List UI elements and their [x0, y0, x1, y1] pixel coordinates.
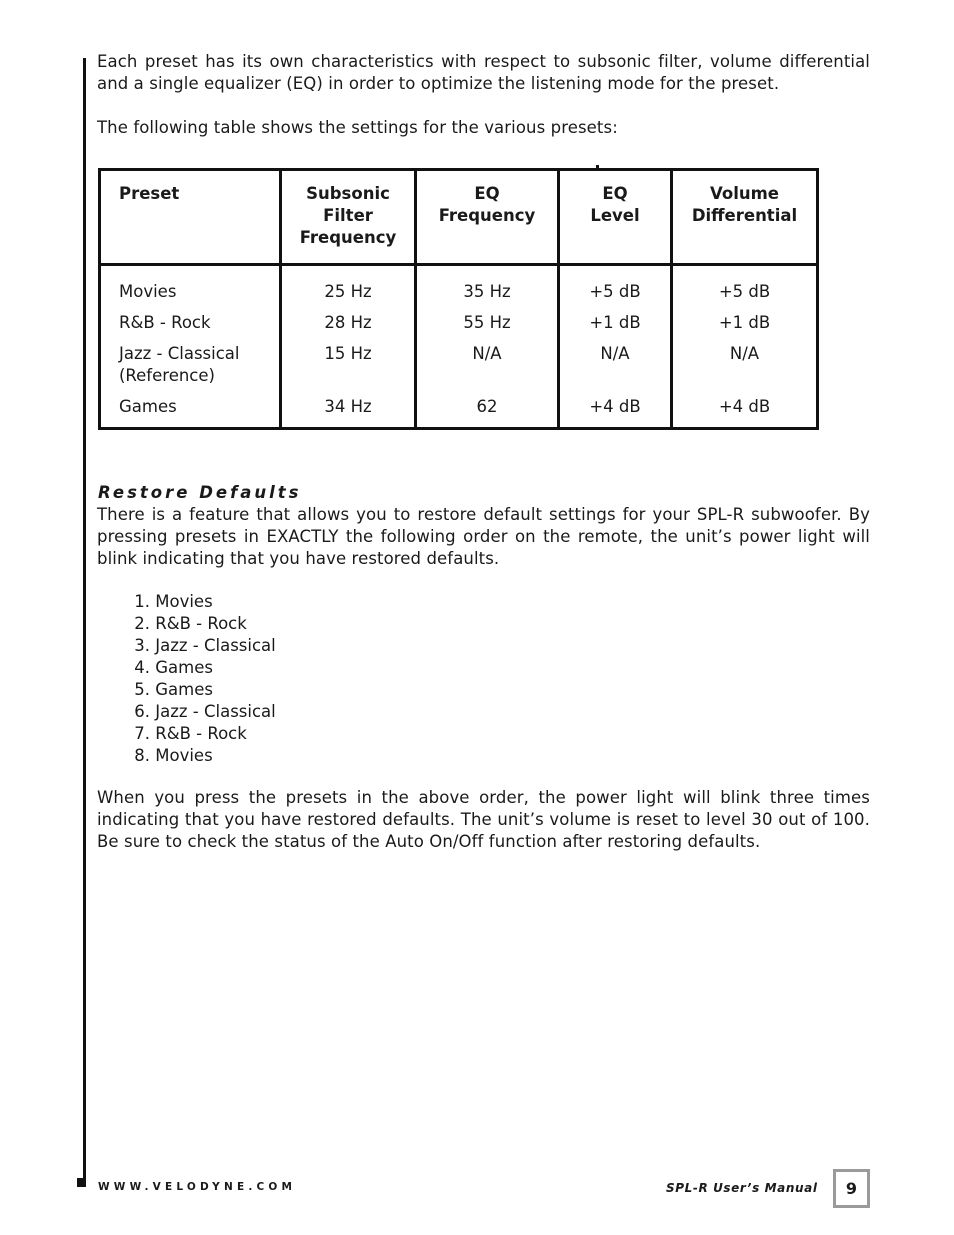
- list-item: [97, 635, 276, 657]
- header-volume-differential: [672, 170, 818, 265]
- page-number-box: [833, 1169, 870, 1208]
- step-number: 6.: [134, 702, 150, 721]
- list-item: [97, 723, 276, 745]
- cell-volume-differential: +5 dB: [672, 265, 818, 304]
- restore-steps-list: [97, 591, 276, 767]
- cell-preset: [100, 334, 281, 387]
- header-subsonic: [281, 170, 416, 265]
- header-eq-frequency: [416, 170, 559, 265]
- page-number: 9: [845, 1179, 858, 1198]
- step-label: R&B - Rock: [155, 724, 247, 743]
- step-label: R&B - Rock: [155, 614, 247, 633]
- cell-eq-frequency: N/A: [416, 334, 559, 387]
- header-preset-label: Preset: [119, 184, 180, 203]
- list-item: [97, 679, 276, 701]
- step-number: 2.: [134, 614, 150, 633]
- cell-volume-differential: N/A: [672, 334, 818, 387]
- table-header-row: [100, 170, 818, 265]
- cell-subsonic: 15 Hz: [281, 334, 416, 387]
- list-item: [97, 657, 276, 679]
- cell-subsonic: 25 Hz: [281, 265, 416, 304]
- step-number: 5.: [134, 680, 150, 699]
- cell-volume-differential: +4 dB: [672, 387, 818, 429]
- restore-defaults-heading: Restore Defaults: [98, 483, 302, 502]
- restore-closing-paragraph: When you press the presets in the above order, the power light will blink three times indicating that you have restored defaults. The unit’s volume is reset to level 30 out of 100. Be sure to check the status of the Auto On/Off function after restoring defaults.: [97, 788, 870, 851]
- header-eql-line2: Level: [590, 206, 640, 225]
- cell-subsonic: 34 Hz: [281, 387, 416, 429]
- cell-eq-frequency: 62: [416, 387, 559, 429]
- step-number: 3.: [134, 636, 150, 655]
- cell-volume-differential: +1 dB: [672, 303, 818, 334]
- step-label: Jazz - Classical: [155, 702, 276, 721]
- list-item: [97, 745, 276, 767]
- footer-manual-title: SPL-R User’s Manual: [666, 1181, 818, 1195]
- cell-eq-level: +5 dB: [559, 265, 672, 304]
- step-number: 7.: [134, 724, 150, 743]
- cell-eq-level: +1 dB: [559, 303, 672, 334]
- step-number: 4.: [134, 658, 150, 677]
- cell-eq-frequency: 35 Hz: [416, 265, 559, 304]
- list-item: [97, 591, 276, 613]
- cell-eq-frequency: 55 Hz: [416, 303, 559, 334]
- header-eqf-line1: EQ: [474, 184, 500, 203]
- step-number: 8.: [134, 746, 150, 765]
- preset-settings-table: [98, 168, 819, 430]
- step-label: Games: [155, 658, 213, 677]
- preset-name: Movies: [119, 282, 177, 301]
- step-label: Games: [155, 680, 213, 699]
- cell-preset: [100, 387, 281, 429]
- restore-defaults-paragraph: There is a feature that allows you to restore default settings for your SPL-R subwoofer. By pressing presets in EXACTLY the following order on the remote, the unit’s power light will blink indicating that you have restored defaults.: [97, 505, 870, 568]
- table-row: [100, 387, 818, 429]
- intro-paragraph: Each preset has its own characteristics with respect to subsonic filter, volume differential and a single equalizer (EQ) in order to optimize the listening mode for the preset.: [97, 52, 870, 93]
- cell-eq-level: +4 dB: [559, 387, 672, 429]
- preset-name-note: (Reference): [119, 366, 215, 385]
- step-label: Movies: [155, 746, 213, 765]
- list-item: [97, 701, 276, 723]
- footer-website: WWW.VELODYNE.COM: [98, 1181, 297, 1193]
- step-label: Movies: [155, 592, 213, 611]
- cell-preset: [100, 265, 281, 304]
- step-label: Jazz - Classical: [155, 636, 276, 655]
- step-number: 1.: [134, 592, 150, 611]
- cell-subsonic: 28 Hz: [281, 303, 416, 334]
- header-preset: [100, 170, 281, 265]
- header-subsonic-line3: Frequency: [299, 228, 397, 247]
- table-row: [100, 334, 818, 387]
- header-eq-level: [559, 170, 672, 265]
- header-vol-line2: Differential: [691, 206, 798, 225]
- cell-eq-level: N/A: [559, 334, 672, 387]
- preset-name: Games: [119, 397, 177, 416]
- left-margin-rule: [83, 58, 86, 1178]
- preset-name: R&B - Rock: [119, 313, 211, 332]
- header-subsonic-line1: Subsonic: [306, 184, 390, 203]
- header-subsonic-line2: Filter: [323, 206, 373, 225]
- table-intro-paragraph: The following table shows the settings for the various presets:: [97, 118, 618, 137]
- list-item: [97, 613, 276, 635]
- header-vol-line1: Volume: [710, 184, 779, 203]
- table-row: [100, 303, 818, 334]
- margin-rule-end-marker: [77, 1178, 86, 1187]
- preset-name: Jazz - Classical: [119, 344, 240, 363]
- cell-preset: [100, 303, 281, 334]
- header-eqf-line2: Frequency: [438, 206, 536, 225]
- table-row: [100, 265, 818, 304]
- header-eql-line1: EQ: [602, 184, 628, 203]
